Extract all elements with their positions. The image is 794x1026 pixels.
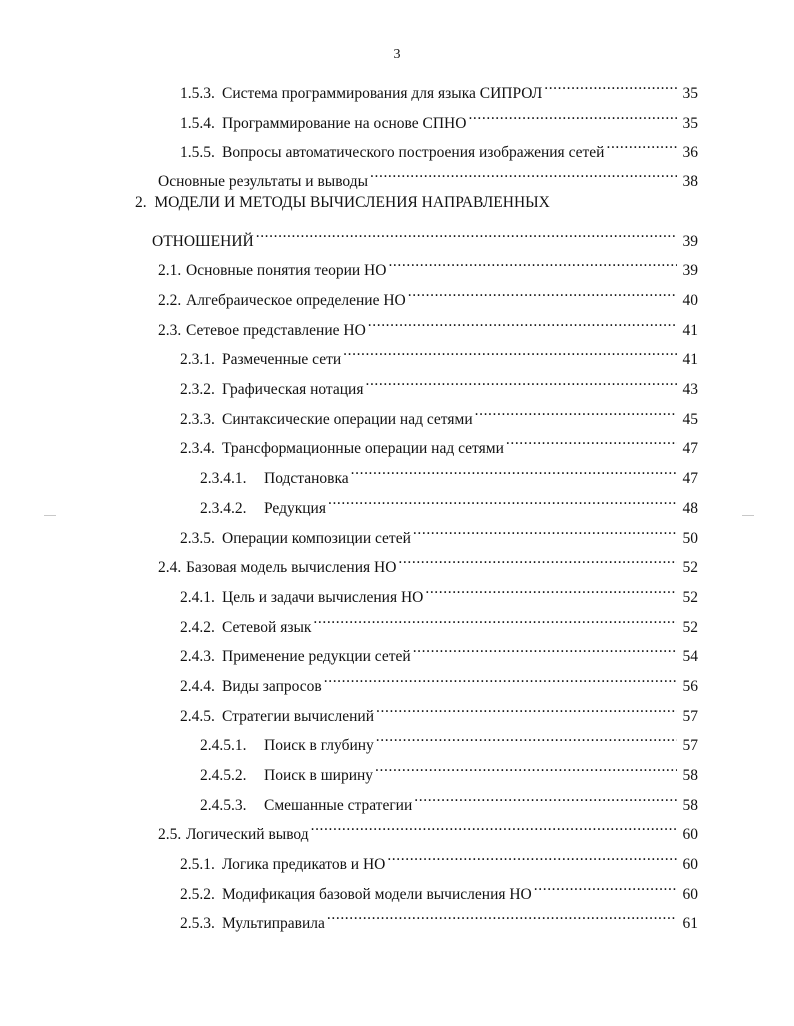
toc-entry-number: 2.4.5.2.: [200, 767, 247, 784]
toc-entry[interactable]: [180, 606, 698, 636]
toc-entry-page: 48: [682, 500, 698, 517]
toc-entry[interactable]: [158, 249, 698, 279]
toc-entry-title: ОТНОШЕНИЙ: [152, 233, 254, 250]
toc-entry-title: Модификация базовой модели вычисления НО: [222, 886, 532, 903]
toc-entry-page: 40: [682, 292, 698, 309]
toc-entry-title: Поиск в глубину: [264, 737, 374, 754]
toc-entry-number: 2.4.5.1.: [200, 737, 247, 754]
toc-entry-page: 57: [682, 708, 698, 725]
toc-entry-number: 2.3.2.: [180, 381, 215, 398]
toc-entry-page: 35: [682, 85, 698, 102]
toc-entry-page: 54: [682, 648, 698, 665]
dot-leader: [606, 131, 677, 157]
toc-entry-number: 1.5.3.: [180, 85, 215, 102]
toc-entry[interactable]: [158, 813, 698, 843]
dot-leader: [387, 843, 677, 869]
dot-leader: [544, 72, 677, 98]
toc-entry[interactable]: [180, 102, 698, 132]
toc-entry[interactable]: [180, 368, 698, 398]
toc-entry-title: Виды запросов: [222, 678, 322, 695]
toc-entry-page: 58: [682, 767, 698, 784]
dot-leader: [328, 487, 677, 513]
dot-leader: [534, 873, 677, 899]
toc-entry-page: 38: [682, 173, 698, 190]
dot-leader: [343, 338, 677, 364]
toc-entry-number: 2.5.: [158, 826, 182, 843]
toc-entry-title: Смешанные стратегии: [264, 797, 413, 814]
toc-entry-number: 2.4.5.: [180, 708, 215, 725]
chapter-title: МОДЕЛИ И МЕТОДЫ ВЫЧИСЛЕНИЯ НАПРАВЛЕННЫХ: [154, 194, 550, 211]
toc-entry-number: 2.3.4.2.: [200, 500, 247, 517]
toc-entry-number: 2.3.4.1.: [200, 470, 247, 487]
toc-entry-title: Трансформационные операции над сетями: [222, 440, 504, 457]
dot-leader: [370, 160, 677, 186]
dot-leader: [365, 368, 677, 394]
toc-entry[interactable]: [180, 695, 698, 725]
dot-leader: [327, 902, 677, 928]
dot-leader: [408, 279, 677, 305]
dot-leader: [351, 457, 677, 483]
toc-entry-title: Сетевое представление НО: [186, 322, 366, 339]
toc-entry-title: Подстановка: [264, 470, 349, 487]
toc-entry-number: 2.4.3.: [180, 648, 215, 665]
toc-entry-title: Базовая модель вычисления НО: [186, 559, 397, 576]
toc-entry-page: 47: [682, 470, 698, 487]
toc-entry[interactable]: [180, 72, 698, 102]
chapter-heading[interactable]: [135, 190, 550, 216]
toc-entry-number: 2.3.: [158, 322, 182, 339]
toc-entry-title: Основные понятия теории НО: [186, 262, 387, 279]
toc-entry-title: Логический вывод: [186, 826, 309, 843]
toc-entry-title: Сетевой язык: [222, 619, 312, 636]
dot-leader: [506, 427, 677, 453]
toc-entry-page: 52: [682, 619, 698, 636]
toc-entry-page: 56: [682, 678, 698, 695]
toc-entry-number: 1.5.4.: [180, 115, 215, 132]
toc-entry-page: 52: [682, 559, 698, 576]
chapter-number: 2.: [135, 194, 147, 211]
toc-entry-page: 41: [682, 351, 698, 368]
toc-entry-title: Размеченные сети: [222, 351, 342, 368]
toc-entry-number: 2.3.3.: [180, 411, 215, 428]
toc-entry[interactable]: [180, 517, 698, 547]
toc-entry[interactable]: [158, 546, 698, 576]
dot-leader: [413, 635, 677, 661]
toc-entry-number: 2.4.5.3.: [200, 797, 247, 814]
toc-entry[interactable]: [158, 279, 698, 309]
toc-entry-title: Алгебраическое определение НО: [186, 292, 406, 309]
dot-leader: [468, 102, 677, 128]
toc-entry-page: 41: [682, 322, 698, 339]
toc-entry-title: Поиск в ширину: [264, 767, 374, 784]
toc-entry-page: 61: [682, 915, 698, 932]
toc-entry-number: 2.5.3.: [180, 915, 215, 932]
toc-entry-number: 2.5.1.: [180, 856, 215, 873]
toc-entry-page: 43: [682, 381, 698, 398]
toc-entry[interactable]: [200, 784, 698, 814]
dot-leader: [376, 695, 677, 721]
dot-leader: [398, 546, 677, 572]
toc-entry-title: Цель и задачи вычисления НО: [222, 589, 424, 606]
toc-entry[interactable]: [180, 635, 698, 665]
toc-entry[interactable]: [180, 665, 698, 695]
toc-entry[interactable]: [200, 487, 698, 517]
toc-entry-page: 50: [682, 530, 698, 547]
toc-entry-page: 60: [682, 826, 698, 843]
toc-entry-number: 1.5.5.: [180, 144, 215, 161]
dot-leader: [475, 398, 677, 424]
toc-entry-title: Операции композиции сетей: [222, 530, 411, 547]
dot-leader: [256, 220, 677, 246]
scan-margin-mark: [742, 515, 754, 516]
dot-leader: [376, 724, 677, 750]
toc-entry-number: 2.1.: [158, 262, 182, 279]
toc-entry-title: Стратегии вычислений: [222, 708, 375, 725]
toc-entry-page: 35: [682, 115, 698, 132]
toc-entry[interactable]: [180, 873, 698, 903]
toc-entry-page: 36: [682, 144, 698, 161]
dot-leader: [324, 665, 677, 691]
toc-entry[interactable]: [152, 220, 698, 250]
toc-entry-number: 2.4.4.: [180, 678, 215, 695]
toc-entry-number: 2.4.2.: [180, 619, 215, 636]
dot-leader: [414, 784, 677, 810]
toc-entry-number: 2.2.: [158, 292, 182, 309]
toc-entry-number: 2.3.4.: [180, 440, 215, 457]
toc-entry-title: Вопросы автоматического построения изображения сетей: [222, 144, 605, 161]
toc-entry[interactable]: [180, 131, 698, 161]
toc-entry[interactable]: [180, 902, 698, 932]
toc-entry[interactable]: [180, 843, 698, 873]
toc-entry-page: 58: [682, 797, 698, 814]
toc-entry-page: 57: [682, 737, 698, 754]
toc-entry[interactable]: [158, 309, 698, 339]
toc-entry-page: 47: [682, 440, 698, 457]
toc-entry-title: Редукция: [264, 500, 326, 517]
dot-leader: [368, 309, 677, 335]
dot-leader: [388, 249, 677, 275]
toc-entry-number: 2.3.5.: [180, 530, 215, 547]
toc-entry-page: 52: [682, 589, 698, 606]
dot-leader: [413, 517, 677, 543]
toc-entry[interactable]: [180, 398, 698, 428]
toc-entry-page: 60: [682, 886, 698, 903]
toc-entry[interactable]: [200, 457, 698, 487]
toc-entry-number: 2.5.2.: [180, 886, 215, 903]
toc-entry-page: 45: [682, 411, 698, 428]
toc-entry-title: Логика предикатов и НО: [222, 856, 386, 873]
toc-entry[interactable]: [200, 754, 698, 784]
dot-leader: [375, 754, 677, 780]
toc-entry-number: 2.3.1.: [180, 351, 215, 368]
toc-entry[interactable]: [180, 427, 698, 457]
toc-entry[interactable]: [180, 338, 698, 368]
dot-leader: [311, 813, 677, 839]
page-number: 3: [393, 47, 401, 62]
toc-entry-number: 2.4.1.: [180, 589, 215, 606]
toc-entry-title: Графическая нотация: [222, 381, 364, 398]
toc-entry-title: Применение редукции сетей: [222, 648, 411, 665]
toc-entry[interactable]: [180, 576, 698, 606]
toc-entry-page: 60: [682, 856, 698, 873]
dot-leader: [313, 606, 677, 632]
toc-entry-title: Система программирования для языка СИПРОЛ: [222, 85, 543, 102]
toc-entry[interactable]: [200, 724, 698, 754]
toc-entry-page: 39: [682, 262, 698, 279]
toc-entry-page: 39: [682, 233, 698, 250]
scan-margin-mark: [44, 515, 56, 516]
toc-entry-title: Программирование на основе СПНО: [222, 115, 467, 132]
dot-leader: [425, 576, 677, 602]
toc-entry-title: Синтаксические операции над сетями: [222, 411, 473, 428]
toc-entry-title: Мультиправила: [222, 915, 325, 932]
toc-entry[interactable]: [158, 160, 698, 190]
toc-entry-title: Основные результаты и выводы: [158, 173, 369, 190]
toc-entry-number: 2.4.: [158, 559, 182, 576]
